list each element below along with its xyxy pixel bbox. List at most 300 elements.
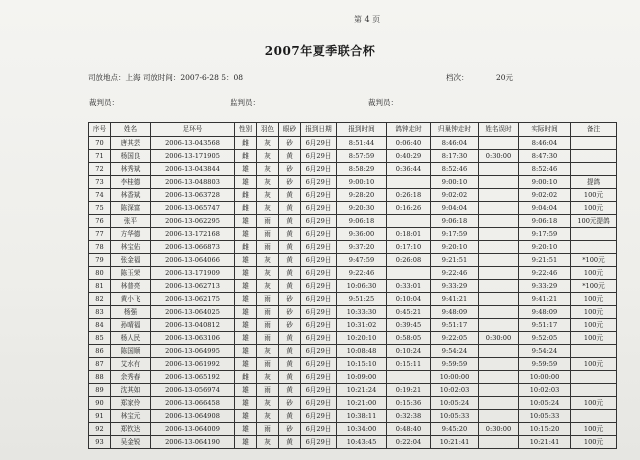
table-cell [479,410,519,423]
table-cell [387,371,431,384]
table-cell: 100元 [571,358,617,371]
table-cell: 6月29日 [301,189,337,202]
table-cell: 9:45:20 [431,423,479,436]
table-cell: 2006-13-061992 [151,358,235,371]
column-header: 足环号 [151,123,235,137]
table-cell: 雄 [235,332,257,345]
table-cell: 10:02:03 [431,384,479,397]
table-row [89,280,617,293]
table-cell: 黄小飞 [111,293,151,306]
table-cell: 9:22:46 [337,267,387,280]
table-cell: 9:54:24 [431,345,479,358]
table-cell [387,215,431,228]
table-cell: 100元 [571,189,617,202]
table-cell: 2006-13-062713 [151,280,235,293]
table-cell: 6月29日 [301,228,337,241]
table-cell: 灰 [257,150,279,163]
table-cell: 0:06:40 [387,137,431,150]
table-cell: 10:15:10 [337,358,387,371]
table-cell: 提鸽 [571,176,617,189]
table-cell [571,228,617,241]
table-cell: 6月29日 [301,436,337,449]
table-cell: 杨国良 [111,150,151,163]
table-cell: 0:10:04 [387,293,431,306]
table-cell: 林宝佑 [111,241,151,254]
table-cell: 10:00:00 [431,371,479,384]
table-cell: 唐其芸 [111,137,151,150]
table-cell: *100元 [571,280,617,293]
table-cell: 雄 [235,228,257,241]
table-cell: 黄 [279,358,301,371]
table-cell: 黄 [279,150,301,163]
table-cell: 9:00:10 [431,176,479,189]
table-cell: 砂 [279,423,301,436]
table-cell: 90 [89,397,111,410]
table-row [89,345,617,358]
table-cell: 雄 [235,397,257,410]
table-cell: 71 [89,150,111,163]
table-cell [571,150,617,163]
table-cell: 林香斌 [111,189,151,202]
table-cell: 9:52:05 [519,332,571,345]
table-cell: 9:33:29 [519,280,571,293]
table-cell: 93 [89,436,111,449]
table-cell: 6月29日 [301,423,337,436]
table-cell: 9:59:59 [431,358,479,371]
table-cell: 2006-13-064190 [151,436,235,449]
table-cell: 2006-13-066458 [151,397,235,410]
table-cell: 雄 [235,345,257,358]
table-cell: 2006-13-064066 [151,254,235,267]
table-cell [479,306,519,319]
table-cell: 6月29日 [301,150,337,163]
table-cell [479,254,519,267]
table-cell: 雨 [257,358,279,371]
table-cell: 0:15:11 [387,358,431,371]
table-cell: 87 [89,358,111,371]
table-cell: 10:33:30 [337,306,387,319]
table-cell: 雄 [235,319,257,332]
table-cell: 雨 [257,319,279,332]
table-cell: 雌 [235,371,257,384]
table-cell: 9:06:18 [431,215,479,228]
table-cell [479,319,519,332]
table-cell: 2006-13-066873 [151,241,235,254]
table-cell: 8:52:46 [431,163,479,176]
table-cell: 8:46:04 [519,137,571,150]
table-cell: 灰 [257,137,279,150]
table-cell: 10:09:00 [337,371,387,384]
table-cell: 88 [89,371,111,384]
table-cell: 2006-13-048803 [151,176,235,189]
table-cell: 2006-13-064995 [151,345,235,358]
table-cell: 灰 [257,371,279,384]
column-header: 实际时间 [519,123,571,137]
table-cell: 雌 [235,137,257,150]
table-cell: 9:48:09 [519,306,571,319]
table-cell: 9:37:20 [337,241,387,254]
table-cell: 100元 [571,306,617,319]
table-cell: 陈深富 [111,202,151,215]
table-cell: 6月29日 [301,319,337,332]
release-info: 司放地点：上海 司放时间：2007-6-28 5：08 [88,73,244,82]
table-row [89,384,617,397]
table-row [89,306,617,319]
table-cell: 9:22:46 [519,267,571,280]
table-cell [479,241,519,254]
column-header: 序号 [89,123,111,137]
table-cell: 沈其如 [111,384,151,397]
table-cell: 0:30:00 [479,150,519,163]
table-cell [479,345,519,358]
column-header: 归巢钟走时 [431,123,479,137]
table-cell: 0:17:10 [387,241,431,254]
table-cell: 灰 [257,397,279,410]
table-row [89,176,617,189]
table-cell: 灰 [257,189,279,202]
table-cell: 6月29日 [301,137,337,150]
table-cell: 雨 [257,332,279,345]
table-cell: 10:05:24 [519,397,571,410]
table-cell: 9:51:17 [431,319,479,332]
table-cell: 2006-13-171909 [151,267,235,280]
table-cell: 雌 [235,202,257,215]
table-cell: 黄 [279,202,301,215]
table-cell: 9:28:20 [337,189,387,202]
table-cell: 0:26:18 [387,189,431,202]
table-cell [571,137,617,150]
table-cell: 80 [89,267,111,280]
table-cell: 0:18:01 [387,228,431,241]
table-cell: 9:51:25 [337,293,387,306]
column-header: 鸽钟走时 [387,123,431,137]
table-cell: 陈玉荣 [111,267,151,280]
table-cell: 9:06:18 [337,215,387,228]
table-row [89,319,617,332]
table-cell: 9:17:59 [431,228,479,241]
table-cell: 雄 [235,306,257,319]
table-cell: 黄 [279,241,301,254]
table-cell [571,410,617,423]
column-header: 姓名 [111,123,151,137]
table-cell: 6月29日 [301,332,337,345]
table-cell: 92 [89,423,111,436]
table-cell: 砂 [279,319,301,332]
table-cell: 2006-13-065192 [151,371,235,384]
table-cell: 8:46:04 [431,137,479,150]
table-cell: 10:00:00 [519,371,571,384]
table-cell: 10:21:41 [519,436,571,449]
table-cell: 6月29日 [301,215,337,228]
column-header: 性别 [235,123,257,137]
table-cell: 0:33:01 [387,280,431,293]
table-cell [571,345,617,358]
page-number: 第 4 页 [354,15,381,24]
table-cell: 雌 [235,189,257,202]
table-cell: 100元 [571,332,617,345]
table-cell: 2006-13-065747 [151,202,235,215]
table-cell [479,176,519,189]
table-cell: 77 [89,228,111,241]
table-cell: 雨 [257,241,279,254]
table-row [89,423,617,436]
table-cell: 9:06:18 [519,215,571,228]
table-cell: 雄 [235,436,257,449]
document-title: 2007年夏季联合杯 [264,44,376,58]
table-cell: 2006-13-171905 [151,150,235,163]
column-header: 羽色 [257,123,279,137]
table-cell: 雄 [235,254,257,267]
table-cell: 9:21:51 [519,254,571,267]
table-cell: 100元 [571,267,617,280]
table-cell: 0:32:38 [387,410,431,423]
table-cell: 雄 [235,280,257,293]
table-cell [479,267,519,280]
table-cell: 0:30:00 [479,332,519,345]
table-cell [571,384,617,397]
column-header: 备注 [571,123,617,137]
table-cell: 10:31:02 [337,319,387,332]
table-cell: 雄 [235,410,257,423]
table-cell: 8:52:46 [519,163,571,176]
table-cell: 黄 [279,436,301,449]
table-cell: 100元 [571,202,617,215]
table-cell: 6月29日 [301,267,337,280]
table-cell: 砂 [279,176,301,189]
table-cell [479,293,519,306]
table-cell: 9:00:10 [337,176,387,189]
table-cell [571,163,617,176]
table-cell [479,228,519,241]
table-row [89,332,617,345]
table-cell: 9:59:59 [519,358,571,371]
table-cell: 2006-13-064908 [151,410,235,423]
table-cell: 灰 [257,436,279,449]
table-cell: 2006-13-056974 [151,384,235,397]
table-cell: 0:16:26 [387,202,431,215]
table-cell: 81 [89,280,111,293]
table-cell: 83 [89,306,111,319]
table-cell: 100元 [571,423,617,436]
grade-label: 档次： [446,73,469,82]
table-row [89,436,617,449]
table-cell: 2006-13-064009 [151,423,235,436]
table-cell: 2006-13-062175 [151,293,235,306]
table-cell: 2006-13-043568 [151,137,235,150]
table-cell: 0:48:40 [387,423,431,436]
table-cell: 6月29日 [301,345,337,358]
table-cell: 100元 [571,293,617,306]
table-cell: 张金福 [111,254,151,267]
table-cell: 2006-13-040812 [151,319,235,332]
table-cell: 10:08:48 [337,345,387,358]
table-cell: 9:04:04 [431,202,479,215]
table-cell: 9:20:30 [337,202,387,215]
table-cell: 灰 [257,267,279,280]
table-cell: 6月29日 [301,306,337,319]
table-cell [571,371,617,384]
table-cell: 9:48:09 [431,306,479,319]
table-cell: 林宝元 [111,410,151,423]
table-cell: 73 [89,176,111,189]
table-row [89,371,617,384]
table-cell: 0:36:44 [387,163,431,176]
table-cell: 杨人民 [111,332,151,345]
table-row [89,397,617,410]
table-row [89,293,617,306]
table-cell: 0:19:21 [387,384,431,397]
table-cell: 黄 [279,345,301,358]
table-cell: 郑家伶 [111,397,151,410]
table-row [89,358,617,371]
table-cell: 黄 [279,215,301,228]
table-cell: 70 [89,137,111,150]
table-cell: 74 [89,189,111,202]
table-cell: *100元 [571,254,617,267]
table-cell: 雄 [235,215,257,228]
table-cell: 10:05:24 [431,397,479,410]
table-cell: 灰 [257,163,279,176]
table-cell: 100元 [571,319,617,332]
table-cell: 0:30:00 [479,423,519,436]
table-cell: 2006-13-172168 [151,228,235,241]
table-cell: 方华德 [111,228,151,241]
table-cell [479,137,519,150]
table-cell: 6月29日 [301,397,337,410]
table-row [89,150,617,163]
table-cell: 78 [89,241,111,254]
table-cell [479,384,519,397]
signer-3: 裁判员： [368,98,398,107]
table-cell: 0:22:04 [387,436,431,449]
table-cell: 雄 [235,267,257,280]
table-cell: 雨 [257,228,279,241]
table-row [89,215,617,228]
table-cell: 灰 [257,280,279,293]
table-cell [479,189,519,202]
table-cell: 76 [89,215,111,228]
table-cell: 9:33:29 [431,280,479,293]
table-cell: 陈国顺 [111,345,151,358]
table-cell: 黄 [279,254,301,267]
table-cell: 9:22:05 [431,332,479,345]
table-row [89,163,617,176]
table-cell: 灰 [257,410,279,423]
table-cell: 艾水有 [111,358,151,371]
table-cell: 6月29日 [301,280,337,293]
table-cell: 2006-13-062295 [151,215,235,228]
table-cell: 9:04:04 [519,202,571,215]
table-cell: 10:21:00 [337,397,387,410]
table-row [89,189,617,202]
table-cell: 10:43:45 [337,436,387,449]
table-cell: 李桂德 [111,176,151,189]
table-cell: 8:17:30 [431,150,479,163]
table-cell: 砂 [279,163,301,176]
table-cell: 6月29日 [301,358,337,371]
table-cell: 2006-13-063106 [151,332,235,345]
signer-2: 监判员： [230,98,260,107]
table-cell: 91 [89,410,111,423]
table-cell: 郑钦达 [111,423,151,436]
table-cell: 灰 [257,345,279,358]
table-cell [479,397,519,410]
table-cell: 6月29日 [301,163,337,176]
table-cell: 10:20:10 [337,332,387,345]
table-cell: 9:54:24 [519,345,571,358]
table-cell [479,163,519,176]
table-cell: 砂 [279,306,301,319]
table-cell: 10:02:03 [519,384,571,397]
table-cell [479,358,519,371]
table-cell: 砂 [279,293,301,306]
table-cell: 79 [89,254,111,267]
table-cell: 雨 [257,293,279,306]
table-row [89,137,617,150]
column-header: 姓名误时 [479,123,519,137]
table-row [89,267,617,280]
table-row [89,241,617,254]
table-cell [479,215,519,228]
table-body [89,137,617,449]
table-cell: 75 [89,202,111,215]
table-cell: 张平 [111,215,151,228]
table-cell: 灰 [257,176,279,189]
table-cell: 100元提鸽 [571,215,617,228]
table-cell: 黄 [279,332,301,345]
table-cell: 9:02:02 [431,189,479,202]
table-cell: 100元 [571,436,617,449]
table-cell: 雄 [235,176,257,189]
column-header: 眼砂 [279,123,301,137]
table-cell: 黄 [279,384,301,397]
table-cell: 82 [89,293,111,306]
table-cell: 6月29日 [301,241,337,254]
table-cell: 林普亮 [111,280,151,293]
table-cell: 0:40:29 [387,150,431,163]
table-cell: 9:22:46 [431,267,479,280]
table-row [89,202,617,215]
table-cell: 6月29日 [301,410,337,423]
signer-1: 裁判员： [89,98,119,107]
table-cell: 10:05:33 [519,410,571,423]
table-cell: 8:58:29 [337,163,387,176]
table-cell: 10:21:41 [431,436,479,449]
table-cell: 8:57:59 [337,150,387,163]
table-cell [479,202,519,215]
table-cell: 灰 [257,254,279,267]
table-cell: 黄 [279,280,301,293]
table-cell: 9:36:00 [337,228,387,241]
table-cell: 9:41:21 [431,293,479,306]
grade-value: 20元 [496,73,514,82]
table-cell [571,241,617,254]
table-cell: 89 [89,384,111,397]
table-cell: 10:15:20 [519,423,571,436]
table-cell: 9:20:10 [519,241,571,254]
table-cell: 84 [89,319,111,332]
table-cell: 0:15:36 [387,397,431,410]
table-cell: 雨 [257,423,279,436]
table-row [89,254,617,267]
table-cell: 8:51:44 [337,137,387,150]
table-cell: 雨 [257,215,279,228]
table-cell: 6月29日 [301,202,337,215]
table-cell: 雄 [235,163,257,176]
table-cell: 9:21:51 [431,254,479,267]
table-cell [479,280,519,293]
table-cell: 9:20:10 [431,241,479,254]
